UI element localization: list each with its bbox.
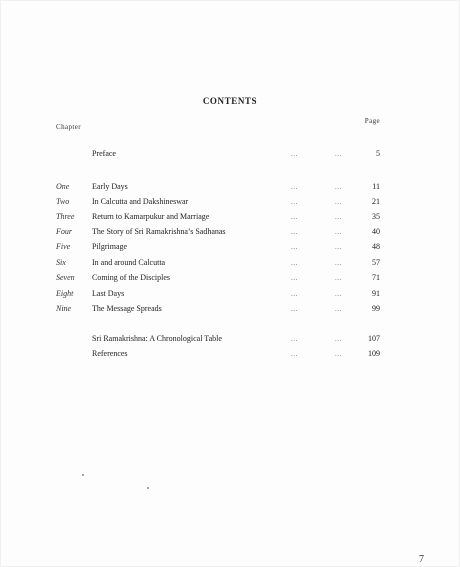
toc-row-chapter [0,287,460,301]
leader-dots: ... [291,259,298,267]
toc-row-chapter [0,225,460,239]
chapter-number: Seven [56,273,75,282]
leader-dots: ... [335,183,342,191]
chapter-number: Six [56,258,66,267]
toc-page-number: 71 [372,273,380,282]
leader-dots: ... [291,305,298,313]
leader-dots: ... [291,198,298,206]
toc-title: Sri Ramakrishna: A Chronological Table [92,334,222,343]
toc-title: In and around Calcutta [92,258,166,267]
toc-row-appendix [0,332,460,346]
chapter-number: One [56,182,70,191]
toc-page-number: 35 [372,212,380,221]
page-folio-number: 7 [419,554,424,565]
chapter-number: Nine [56,304,72,313]
scan-speck [147,487,149,489]
chapter-column-header: Chapter [56,123,81,131]
leader-dots: ... [335,305,342,313]
leader-dots: ... [291,228,298,236]
toc-title: Pilgrimage [92,242,128,251]
leader-dots: ... [335,228,342,236]
chapter-number: Three [56,212,75,221]
toc-row-chapter [0,195,460,209]
toc-page-number: 107 [368,334,380,343]
toc-row-chapter [0,302,460,316]
toc-page-number: 48 [372,242,380,251]
leader-dots: ... [335,274,342,282]
toc-row-chapter [0,256,460,270]
toc-page-number: 99 [372,304,380,313]
toc-title: The Story of Sri Ramakrishna’s Sadhanas [92,227,226,236]
leader-dots: ... [291,213,298,221]
leader-dots: ... [335,198,342,206]
leader-dots: ... [335,350,342,358]
toc-row-appendix [0,347,460,361]
toc-title: Coming of the Disciples [92,273,170,282]
chapter-number: Five [56,242,71,251]
toc-title: In Calcutta and Dakshineswar [92,197,189,206]
leader-dots: ... [291,335,298,343]
leader-dots: ... [291,243,298,251]
page-column-header: Page [364,117,380,125]
toc-page-number: 57 [372,258,380,267]
leader-dots: ... [335,213,342,221]
toc-page-number: 5 [376,149,380,158]
chapter-number: Two [56,197,70,206]
toc-row-preface [0,147,460,161]
toc-title: The Message Spreads [92,304,162,313]
page-title: CONTENTS [202,96,258,106]
toc-title: Last Days [92,289,125,298]
toc-title: Return to Kamarpukur and Marriage [92,212,210,221]
toc-row-chapter [0,180,460,194]
leader-dots: ... [291,290,298,298]
leader-dots: ... [335,150,342,158]
toc-row-chapter [0,210,460,224]
toc-title: Preface [92,149,116,158]
toc-title: References [92,349,128,358]
toc-row-chapter [0,240,460,254]
leader-dots: ... [291,183,298,191]
chapter-number: Eight [56,289,74,298]
chapter-number: Four [56,227,72,236]
toc-title: Early Days [92,182,128,191]
toc-row-chapter [0,271,460,285]
leader-dots: ... [335,243,342,251]
toc-page-number: 21 [372,197,380,206]
toc-page-number: 40 [372,227,380,236]
toc-page-number: 11 [372,182,380,191]
leader-dots: ... [335,290,342,298]
leader-dots: ... [335,259,342,267]
toc-page-number: 91 [372,289,380,298]
leader-dots: ... [291,350,298,358]
toc-page-number: 109 [368,349,380,358]
scan-speck [82,474,84,476]
leader-dots: ... [335,335,342,343]
leader-dots: ... [291,274,298,282]
leader-dots: ... [291,150,298,158]
